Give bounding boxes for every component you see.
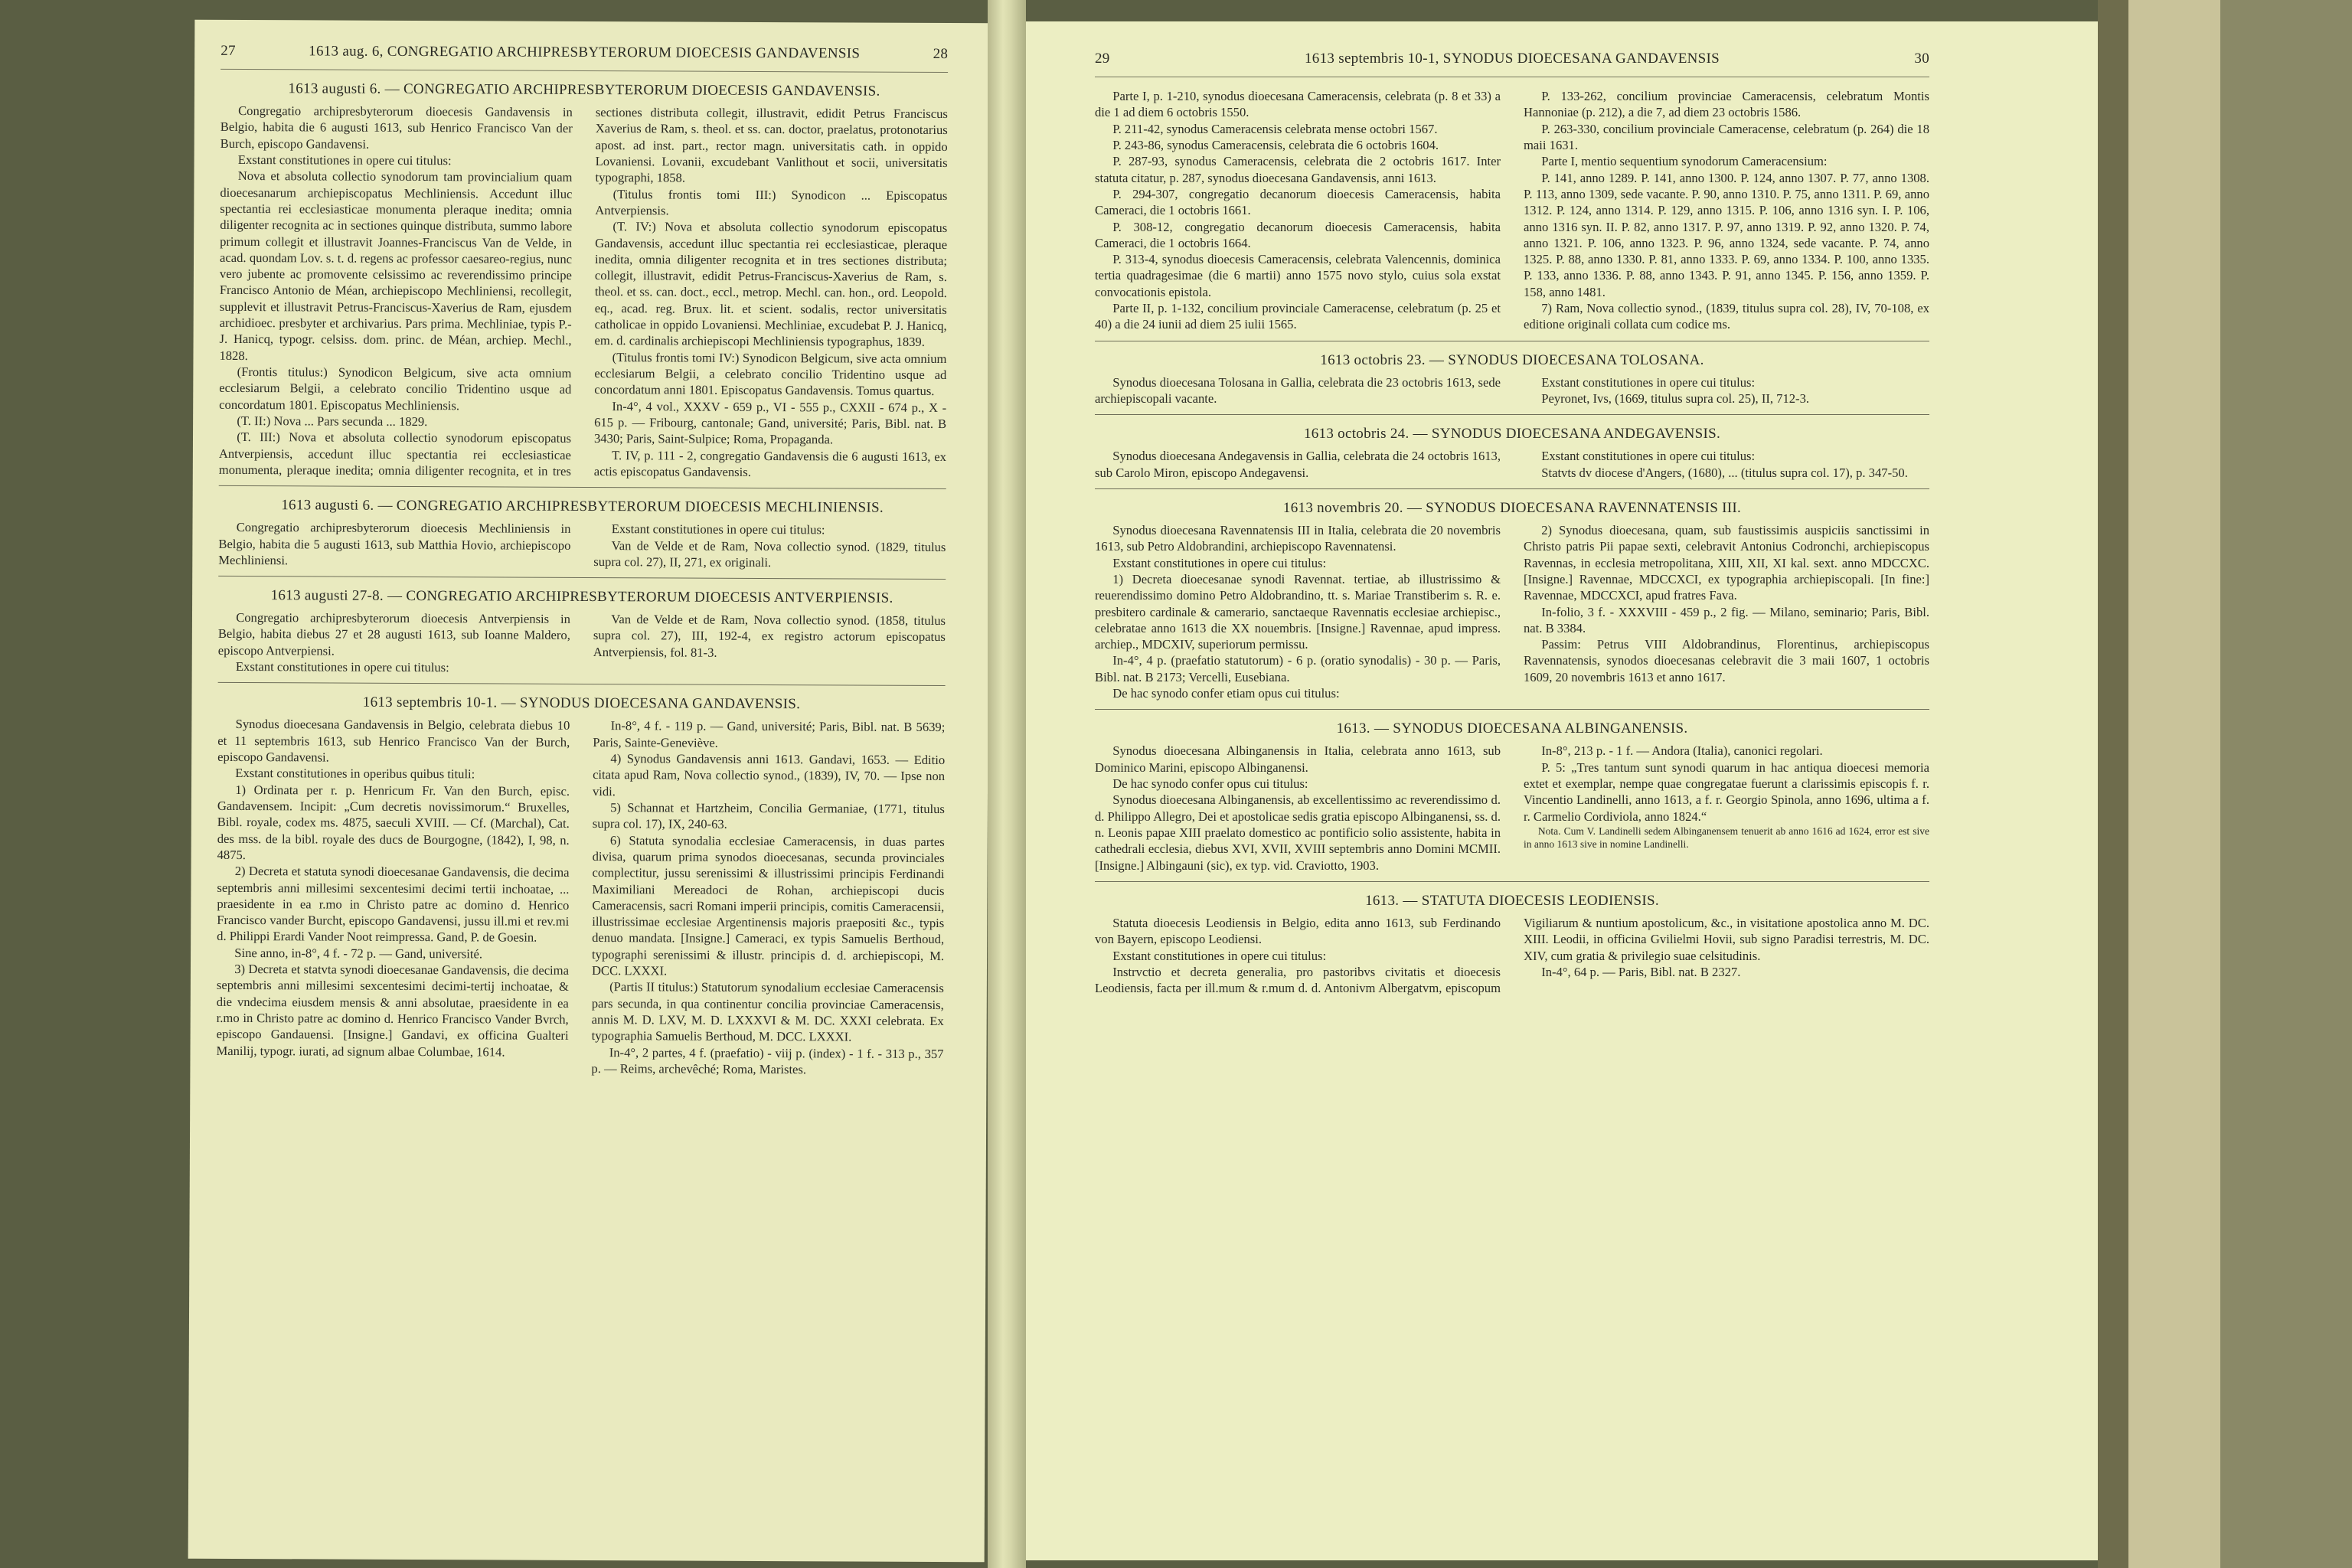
entry-paragraph: Parte II, p. 1-132, concilium provinciale Cameracense, celebratum (p. 25 et 40) a die 24 iunii ad diem 25 iulii 1565. xyxy=(1095,301,1501,332)
entry-paragraph: Exstant constitutiones in opere cui titulus: xyxy=(1112,948,1327,963)
entry-paragraph: P. 313-4, synodus dioecesis Cameracensis, celebrata Valencennis, dominica tertia quadragesimae (die 6 martii) anno 1575 novo stylo, cuius sola exstat convocationis epistola. xyxy=(1095,252,1501,299)
entry-paragraph: Exstant constitutiones in opere cui titulus: xyxy=(1541,374,1756,390)
entry-paragraph: (Frontis titulus:) Synodicon Belgicum, sive acta omnium ecclesiarum Belgii, a celebrato concilio Tridentino usque ad concordatum 1801. Episcopatus Mechliniensis. xyxy=(219,364,572,413)
entry-paragraph: (Titulus frontis tomi IV:) Synodicon Belgicum, sive acta omnium ecclesiarum Belgii, a celebrato concilio Tridentino usque ad concordatum anni 1801. Episcopatus Gandavensis. Tomus quartus. xyxy=(594,349,947,399)
column-number-left: 27 xyxy=(220,42,236,59)
entry-body xyxy=(1095,522,1929,701)
entry-paragraph: (T. II:) Nova ... Pars secunda ... 1829. xyxy=(237,413,428,430)
document-entry xyxy=(1095,414,1929,481)
entry-paragraph: 1) Ordinata per r. p. Henricum Fr. Van den Burch, episc. Gandavensem. Incipit: „Cum decretis novissimorum.“ Bruxelles, Bibl. royale, codex ms. 4875, saeculi XVIII. — Cf. (Marchal), Cat. des mss. de la bibl. royale des ducs de Bourgogne, (1842), I, 98, n. 4875. xyxy=(217,782,570,862)
header-title: 1613 aug. 6, CONGREGATIO ARCHIPRESBYTERORUM DIOECESIS GANDAVENSIS xyxy=(309,43,861,62)
document-entry xyxy=(1095,488,1929,701)
entry-paragraph: Synodus dioecesana Gandavensis in Belgio, celebrata diebus 10 et 11 septembris 1613, sub Henrico Francisco Van der Burch, episcopo Gandavensi. xyxy=(217,717,570,765)
document-entry xyxy=(1095,709,1929,874)
entry-paragraph: In-8°, 4 f. - 119 p. — Gand, université; Paris, Bibl. nat. B 5639; Paris, Sainte-Geneviève. xyxy=(593,718,946,750)
entry-body xyxy=(218,609,946,678)
document-entry xyxy=(219,80,948,481)
entry-body xyxy=(216,716,945,1078)
book-cover xyxy=(2128,0,2220,1568)
entry-title: 1613. — SYNODUS DIOECESANA ALBINGANENSIS. xyxy=(1336,720,1688,737)
entry-body xyxy=(218,519,946,571)
entry-note: Nota. Cum V. Landinelli sedem Albinganensem tenuerit ab anno 1616 ad 1624, error est sive in anno 1613 sive in nomine Landinelli. xyxy=(1524,825,1929,851)
running-header xyxy=(1095,51,1929,77)
entry-paragraph: P. 294-307, congregatio decanorum dioecesis Cameracensis, habita Cameraci, die 1 octobris 1661. xyxy=(1095,186,1501,218)
entry-paragraph: In-folio, 3 f. - XXXVIII - 459 p., 2 fig. — Milano, seminario; Paris, Bibl. nat. B 3384. xyxy=(1524,604,1929,635)
entry-paragraph: Congregatio archipresbyterorum dioecesis Antverpiensis in Belgio, habita diebus 27 et 28 augusti 1613, sub Ioanne Maldero, episcopo Antverpiensi. xyxy=(217,610,571,658)
entry-paragraph: 4) Synodus Gandavensis anni 1613. Gandavi, 1653. — Editio citata apud Ram, Nova collectio synod., (1839), IV, 70. — Ipse non vidi. xyxy=(592,751,946,799)
entry-paragraph: (Titulus frontis tomi III:) Synodicon ... Episcopatus Antverpiensis. xyxy=(595,186,948,218)
entry-paragraph: P. 211-42, synodus Cameracensis celebrata mense octobri 1567. xyxy=(1112,121,1438,136)
entry-body xyxy=(1095,915,1929,997)
entry-paragraph: P. 5: „Tres tantum sunt synodi quarum in hac antiqua dioecesi memoria extet et exemplar, nempe quae congregatae fuerunt a clarissimis episcopis f. r. Vincentio Landinelli, anno 1613, a f. r. Georgio Spinola, anno 1696, ultima a f. r. Carmelio Cordiviola, anno 1824.“ xyxy=(1524,760,1929,824)
entry-body xyxy=(1095,743,1929,874)
entry-paragraph: De hac synodo confer etiam opus cui titulus: xyxy=(1112,686,1340,701)
entry-paragraph: P. 243-86, synodus Cameracensis, celebrata die 6 octobris 1604. xyxy=(1112,137,1439,152)
book-page-edges xyxy=(2098,0,2352,1568)
entry-paragraph: Exstant constitutiones in opere cui titulus: xyxy=(237,152,452,168)
entry-paragraph: Van de Velde et de Ram, Nova collectio synod. (1829, titulus supra col. 27), II, 271, ex originali. xyxy=(593,537,946,570)
entry-title: 1613 novembris 20. — SYNODUS DIOECESANA RAVENNATENSIS III. xyxy=(1282,499,1742,516)
entry-title: 1613. — STATUTA DIOECESIS LEODIENSIS. xyxy=(1365,892,1659,909)
entry-list xyxy=(1095,88,1929,996)
document-entry xyxy=(218,485,946,571)
entry-paragraph: Synodus dioecesana Andegavensis in Gallia, celebrata die 24 octobris 1613, sub Carolo Miron, episcopo Andegavensi. xyxy=(1095,449,1501,480)
document-entry xyxy=(218,576,946,678)
entry-paragraph: Statuta dioecesis Leodiensis in Belgio, edita anno 1613, sub Ferdinando von Bayern, episcopo Leodiensi. xyxy=(1095,915,1501,947)
entry-paragraph: T. IV, p. 111 - 2, congregatio Gandavensis die 6 augusti 1613, ex actis episcopatus Gandavensis. xyxy=(593,447,946,479)
book-gutter xyxy=(988,0,1026,1568)
column-number-left: 29 xyxy=(1095,51,1110,67)
entry-paragraph: Synodus dioecesana Tolosana in Gallia, celebrata die 23 octobris 1613, sede archiepiscopali vacante. xyxy=(1095,374,1501,406)
entry-paragraph: Peyronet, Ivs, (1669, titulus supra col. 25), II, 712-3. xyxy=(1541,391,1810,406)
entry-paragraph: Instrvctio et decreta generalia, pro pastoribvs civitatis et dioecesis Leodiensis, facta per ill.mum & r.mum d. d. Antonivm Albergatvm, episcopum Vigiliarum & nuntium apostolicum, &c., in visitatione apostolica anno M. DC. XIII. Leodii, in officina Gvilielmi Hovii, sub signo Paradisi terrestris, M. DC. XIV, cum gratia & privilegio suae celsitudinis. xyxy=(1095,915,1929,996)
entry-paragraph: Exstant constitutiones in operibus quibus tituli: xyxy=(235,766,475,782)
entry-paragraph: De hac synodo confer opus cui titulus: xyxy=(1112,776,1308,791)
book-spine xyxy=(2220,0,2352,1568)
entry-paragraph: (Partis II titulus:) Statutorum synodalium ecclesiae Cameracensis pars secunda, in qua continentur concilia provinciae Cameracensis, annis M. D. LXV, M. D. LXXXVI & M. DC. XXXI celebrata. Ex typographia Samuelis Berthoud, M. DCC. LXXXI. xyxy=(591,979,944,1044)
entry-title: 1613 augusti 6. — CONGREGATIO ARCHIPRESBYTERORUM DIOECESIS GANDAVENSIS. xyxy=(288,80,880,100)
entry-paragraph: Congregatio archipresbyterorum dioecesis Mechliniensis in Belgio, habita die 5 augusti 1613, sub Matthia Hovio, archiepiscopo Mechliniensi. xyxy=(218,520,571,568)
entry-paragraph: Exstant constitutiones in opere cui titulus: xyxy=(611,521,825,537)
entry-paragraph: Exstant constitutiones in opere cui titulus: xyxy=(1112,555,1327,570)
entry-paragraph: Synodus dioecesana Ravennatensis III in Italia, celebrata die 20 novembris 1613, sub Petro Aldobrandini, archiepiscopo Ravennatensi. xyxy=(1095,522,1501,554)
entry-paragraph: Synodus dioecesana Albinganensis, ab excellentissimo ac reverendissimo d. d. Philippo Allegro, Dei et apostolicae sedis gratia episcopo Albinganensi, ss. d. n. Leonis papae XIII praelato domestico ac pontificio solio assistente, habita in cathedrali ecclesia, diebus XVI, XVII, XVIII septembris anno Domini MCMII. [Insigne.] Albingauni (sic), ex typ. vid. Craviotto, 1903. xyxy=(1095,792,1501,873)
entry-paragraph: P. 308-12, congregatio decanorum dioecesis Cameracensis, habita Cameraci, die 1 octobris 1664. xyxy=(1095,219,1501,250)
entry-paragraph: P. 287-93, synodus Cameracensis, celebrata die 2 octobris 1617. Inter statuta citatur, p. 287, synodus dioecesana Gandavensis, anni 1613. xyxy=(1095,154,1501,185)
entry-body xyxy=(1095,88,1929,333)
column-number-right: 28 xyxy=(933,45,949,63)
entry-paragraph: Exstant constitutiones in opere cui titulus: xyxy=(235,659,449,675)
entry-paragraph: 5) Schannat et Hartzheim, Concilia Germaniae, (1771, titulus supra col. 17), IX, 240-63. xyxy=(592,800,945,832)
entry-paragraph: Nova et absoluta collectio synodorum tam provincialium quam dioecesanarum archiepiscopatus Mechliniensis. Accedunt illuc spectantia rei ecclesiasticae monumenta pleraque inedita; omnia diligenter recognita ac in sectiones quinque distributa, summo labore primum collegit et illustravit Joannes-Franciscus Van de Velde, in acad. quondam Lov. s. t. d. regens ac professor caesareo-regius, nunc vero jubente ac promovente celsissimo ac reverendissimo principe Francisco Antonio de Méan, archiepiscopo Mechliniensi, recollegit, supplevit et illustravit Petrus-Franciscus-Xaverius de Ram, ejusdem archidioec. presbyter et archivarius. Pars prima. Mechliniae, typis P.-J. Hanicq, typogr. celsiss. dom. princ. de Méan, archiep. Mechl., 1828. xyxy=(219,168,573,363)
entry-paragraph: In-4°, 4 vol., XXXV - 659 p., VI - 555 p., CXXII - 674 p., X - 615 p. — Fribourg, cantonale; Gand, université; Paris, Bibl. nat. B 3430; Paris, Saint-Sulpice; Roma, Propaganda. xyxy=(593,398,947,447)
entry-title: 1613 augusti 6. — CONGREGATIO ARCHIPRESBYTERORUM DIOECESIS MECHLINIENSIS. xyxy=(281,497,884,516)
entry-paragraph: In-4°, 4 p. (praefatio statutorum) - 6 p. (oratio synodalis) - 30 p. — Paris, Bibl. nat. B 2173; Vercelli, Eusebiana. xyxy=(1095,653,1501,684)
left-page xyxy=(188,20,991,1563)
entry-title: 1613 octobris 23. — SYNODUS DIOECESANA TOLOSANA. xyxy=(1320,351,1704,368)
entry-title: 1613 septembris 10-1. — SYNODUS DIOECESANA GANDAVENSIS. xyxy=(362,694,801,713)
entry-paragraph: P. 133-262, concilium provinciae Cameracensis, celebratum Montis Hannoniae (p. 212), a die 7, ad diem 23 octobris 1586. xyxy=(1524,89,1929,120)
entry-paragraph: Van de Velde et de Ram, Nova collectio synod. (1858, titulus supra col. 27), III, 192-4, ex registro actorum episcopatus Antverpiensis, fol. 81-3. xyxy=(593,612,946,660)
entry-title: 1613 octobris 24. — SYNODUS DIOECESANA ANDEGAVENSIS. xyxy=(1303,426,1721,443)
entry-paragraph: Passim: Petrus VIII Aldobrandinus, Florentinus, archiepiscopus Ravennatensis, synodos dioecesanas celebravit die 3 maii 1607, 1 octobris 1609, 20 novembris 1613 et anno 1617. xyxy=(1524,637,1929,684)
header-title: 1613 septembris 10-1, SYNODUS DIOECESANA GANDAVENSIS xyxy=(1305,51,1720,67)
entry-paragraph: Parte I, p. 1-210, synodus dioecesana Cameracensis, celebrata (p. 8 et 33) a die 1 ad diem 6 octobris 1550. xyxy=(1095,89,1501,120)
column-number-right: 30 xyxy=(1914,51,1929,67)
document-entry xyxy=(1095,881,1929,997)
entry-title: 1613 augusti 27-8. — CONGREGATIO ARCHIPRESBYTERORUM DIOECESIS ANTVERPIENSIS. xyxy=(270,587,893,606)
entry-body xyxy=(1095,374,1929,407)
entry-paragraph: 3) Decreta et statvta synodi dioecesanae Gandavensis, die decima septembris anni millesimi sexcentesimi decimi-tertij inchoatae, & die vndecima eiusdem mensis & anni absolutae, praesidente in ea r.mo in Christo patre ac domino d. Henrico Francisco Vander Bvrch, episcopo Gandauensi. [Insigne.] Gandavi, ex officina Gualteri Manilij, typogr. iurati, ad signum albae Columbae, 1614. xyxy=(216,962,570,1060)
entry-paragraph: P. 263-330, concilium provinciale Cameracense, celebratum (p. 264) die 18 maii 1631. xyxy=(1524,121,1929,152)
entry-list xyxy=(216,80,948,1078)
entry-paragraph: Synodus dioecesana Albinganensis in Italia, celebrata anno 1613, sub Dominico Marini, episcopo Albinganensi. xyxy=(1095,743,1501,775)
entry-paragraph: 6) Statuta synodalia ecclesiae Cameracensis, in duas partes divisa, quarum prima synodos dioecesanas, secunda provinciales complectitur, jussu serenissimi & illustrissimi principis Ferdinandi Maximiliani Mereadoci de Rohan, archiepiscopi ducis Cameracensis, sacri Romani imperii principis, comitis Cameracensii, illustrissimae ecclesiae Argentinensis majoris praepositi &c., typis denuo mandata. [Insigne.] Cameraci, ex typis Samuelis Berthoud, typographi serenissimi & illustr. principis d. d. archiepiscopi, M. DCC. LXXXI. xyxy=(591,832,945,978)
entry-paragraph: 7) Ram, Nova collectio synod., (1839, titulus supra col. 28), IV, 70-108, ex editione originali collata cum codice ms. xyxy=(1524,301,1929,332)
entry-paragraph: Statvts dv diocese d'Angers, (1680), ... (titulus supra col. 17), p. 347-50. xyxy=(1541,465,1908,480)
entry-body xyxy=(1095,448,1929,481)
entry-paragraph: In-4°, 64 p. — Paris, Bibl. nat. B 2327. xyxy=(1541,964,1741,979)
entry-paragraph: (T. IV:) Nova et absoluta collectio synodorum episcopatus Gandavensis, accedunt illuc spectantia rei ecclesiasticae, pleraque inedita, omnia diligenter recognita et in tres sectiones distributa; collegit, illustravit, edidit Petrus-Franciscus-Xaverius de Ram, s. theol. et ss. can. doct., eccl., metrop. Mechl. can. hon., ord. Leopold. eq., acad. reg. Brux. lit. et scient. sodalis, rector universitatis catholicae in oppido Lovaniensi. Mechliniae, excudebat P. J. Hanicq, em. d. cardinalis archiepiscopi Mechliniensis typographus, 1839. xyxy=(594,219,948,350)
entry-paragraph: 2) Synodus dioecesana, quam, sub faustissimis auspiciis sanctissimi in Christo patris Pii papae sexti, celebravit Antonius Codronchi, archiepiscopus Ravennas, in ecclesia metropolitana, XIII, XII, XI kal. sext. anno MDCCXC. [Insigne.] Ravennae, MDCCXCI, ex typographia archiepiscopali. [In fine:] Ravennae, MDCCXCI, apud fratres Fava. xyxy=(1524,522,1929,603)
entry-paragraph: (T. III:) Nova et absoluta collectio synodorum episcopatus Antverpiensis, accedunt illuc spectantia rei ecclesiasticae monumenta, pleraque inedita; omnia diligenter recognita, et in tres sectiones distributa collegit, illustravit, edidit Petrus Franciscus Xaverius de Ram, s. theol. et ss. can. doctor, praelatus, protonotarius apost. ad inst. part., rector magn. universitatis cath. in oppido Lovaniensi. Lovanii, excudebant Vanlithout et socii, universitatis typographi, 1858. xyxy=(218,105,948,479)
document-entry xyxy=(1095,341,1929,407)
entry-paragraph: In-4°, 2 partes, 4 f. (praefatio) - viij p. (index) - 1 f. - 313 p., 357 p. — Reims, archevêché; Roma, Maristes. xyxy=(591,1044,944,1077)
document-entry xyxy=(1095,88,1929,333)
running-header xyxy=(220,43,948,73)
right-page xyxy=(1026,21,2098,1560)
entry-paragraph: 2) Decreta et statuta synodi dioecesanae Gandavensis, die decima septembris anni millesimi sexcentesimi decimi tertii inchoatae, ... praesidente in ea r.mo in Christo patre ac domino d. Henrico Francisco vander Burcht, episcopo Gandavensi, jussu ill.mi et rev.mi d. Philippi Erardi Vander Noot reimpressa. Gand, P. de Goesin. xyxy=(217,864,570,946)
entry-paragraph: In-8°, 213 p. - 1 f. — Andora (Italia), canonici regolari. xyxy=(1541,743,1823,759)
entry-paragraph: Exstant constitutiones in opere cui titulus: xyxy=(1541,449,1756,464)
entry-paragraph: P. 141, anno 1289. P. 141, anno 1300. P. 124, anno 1307. P. 77, anno 1308. P. 113, anno 1309, sede vacante. P. 90, anno 1310. P. 75, anno 1311. P. 69, anno 1312. P. 124, anno 1314. P. 129, anno 1315. P. 106, anno 1316 syn. I. P. 106, anno 1316 syn. II. P. 82, anno 1317. P. 97, anno 1319. P. 92, anno 1320. P. 74, anno 1321. P. 106, anno 1323. P. 96, anno 1324, sede vacante. P. 74, anno 1325. P. 88, anno 1330. P. 81, anno 1333. P. 69, anno 1334. P. 100, anno 1335. P. 133, anno 1336. P. 88, anno 1343. P. 91, anno 1345. P. 156, anno 1359. P. 158, anno 1481. xyxy=(1524,170,1929,299)
entry-paragraph: Parte I, mentio sequentium synodorum Cameracensium: xyxy=(1541,154,1828,169)
entry-paragraph: Sine anno, in-8°, 4 f. - 72 p. — Gand, université. xyxy=(234,945,483,962)
entry-body xyxy=(219,103,948,481)
entry-paragraph: Congregatio archipresbyterorum dioecesis Gandavensis in Belgio, habita die 6 augusti 1613, sub Henrico Francisco Van der Burch, episcopo Gandavensi. xyxy=(220,103,573,152)
entry-paragraph: 1) Decreta dioecesanae synodi Ravennat. tertiae, ab illustrissimo & reuerendissimo domino Petro Aldobrandino, tt. s. Mariae Transtiberim s. R. e. presbitero cardinale & camerario, sanctaeque Ravennatis ecclesiae archiepisc., celebratae anno 1613 die XX nouembris. [Insigne.] Ravennae, apud impress. archiep., MDCXIV, superiorum permissu. xyxy=(1095,571,1501,652)
document-entry xyxy=(216,682,945,1078)
